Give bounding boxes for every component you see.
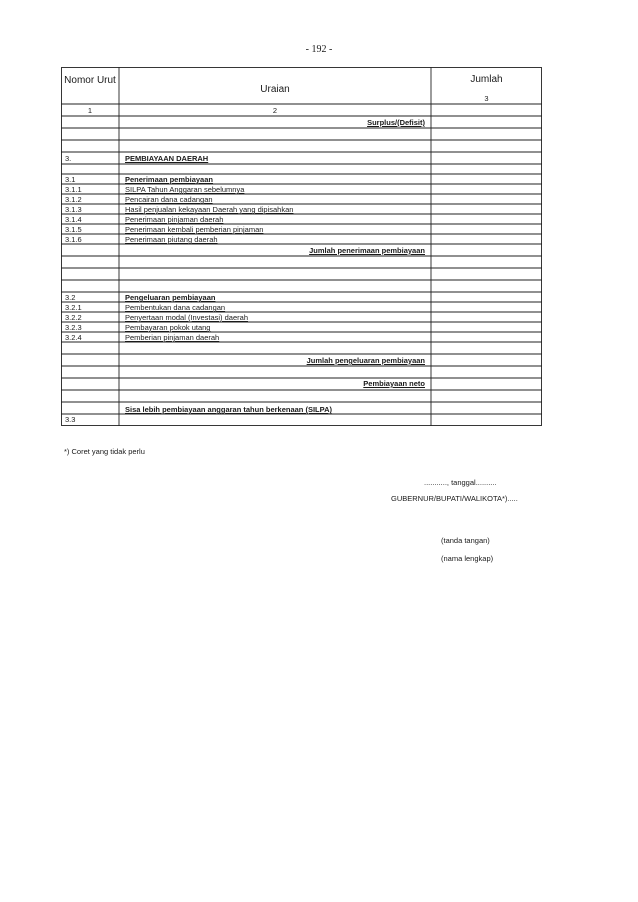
header-uraian: Uraian: [260, 84, 290, 95]
col-num-2: 2: [272, 106, 278, 115]
item-number: 3.1.1: [65, 185, 82, 194]
pengeluaran-title: Pengeluaran pembiayaan: [125, 293, 216, 302]
item-label: Penerimaan piutang daerah: [125, 235, 218, 244]
pengeluaran-number: 3.2: [65, 293, 76, 302]
item-number: 3.2.4: [65, 333, 82, 342]
item-number: 3.2.1: [65, 303, 82, 312]
col-num-1: 1: [87, 106, 93, 115]
penerimaan-number: 3.1: [65, 175, 76, 184]
item-label: Penyertaan modal (Investasi) daerah: [125, 313, 248, 322]
item-label: Penerimaan pinjaman daerah: [125, 215, 224, 224]
item-number: 3.2.3: [65, 323, 82, 332]
item-number: 3.1.4: [65, 215, 82, 224]
section-number: 3.: [65, 154, 72, 163]
item-label: Pencairan dana cadangan: [125, 195, 213, 204]
item-number: 3.1.6: [65, 235, 82, 244]
silpa-number: 3.3: [65, 415, 76, 424]
signature-title: GUBERNUR/BUPATI/WALIKOTA*).....: [391, 494, 518, 503]
header-jumlah: Jumlah: [470, 74, 503, 85]
header-nomor-urut: Nomor Urut: [64, 75, 116, 86]
item-number: 3.1.2: [65, 195, 82, 204]
item-number: 3.2.2: [65, 313, 82, 322]
pembiayaan-neto: Pembiayaan neto: [363, 379, 425, 388]
section-title: PEMBIAYAAN DAERAH: [125, 154, 209, 163]
signature-sign: (tanda tangan): [441, 536, 490, 545]
penerimaan-title: Penerimaan pembiayaan: [125, 175, 213, 184]
financing-table: [61, 67, 542, 426]
item-label: SILPA Tahun Anggaran sebelumnya: [125, 185, 245, 194]
signature-place-date: ..........., tanggal..........: [424, 478, 497, 487]
item-label: Penerimaan kembali pemberian pinjaman: [125, 225, 264, 234]
footnote: *) Coret yang tidak perlu: [64, 447, 145, 456]
silpa-label: Sisa lebih pembiayaan anggaran tahun berkenaan (SILPA): [125, 405, 332, 414]
item-label: Pembayaran pokok utang: [125, 323, 211, 332]
penerimaan-total: Jumlah penerimaan pembiayaan: [309, 246, 425, 255]
item-number: 3.1.5: [65, 225, 82, 234]
pengeluaran-total: Jumlah pengeluaran pembiayaan: [306, 356, 425, 365]
signature-name: (nama lengkap): [441, 554, 494, 563]
surplus-deficit-label: Surplus/(Defisit): [367, 118, 425, 127]
col-num-3: 3: [484, 94, 489, 103]
item-label: Pemberian pinjaman daerah: [125, 333, 220, 342]
item-number: 3.1.3: [65, 205, 82, 214]
item-label: Hasil penjualan kekayaan Daerah yang dipisahkan: [125, 205, 294, 214]
page-number: - 192 -: [305, 44, 333, 55]
item-label: Pembentukan dana cadangan: [125, 303, 226, 312]
